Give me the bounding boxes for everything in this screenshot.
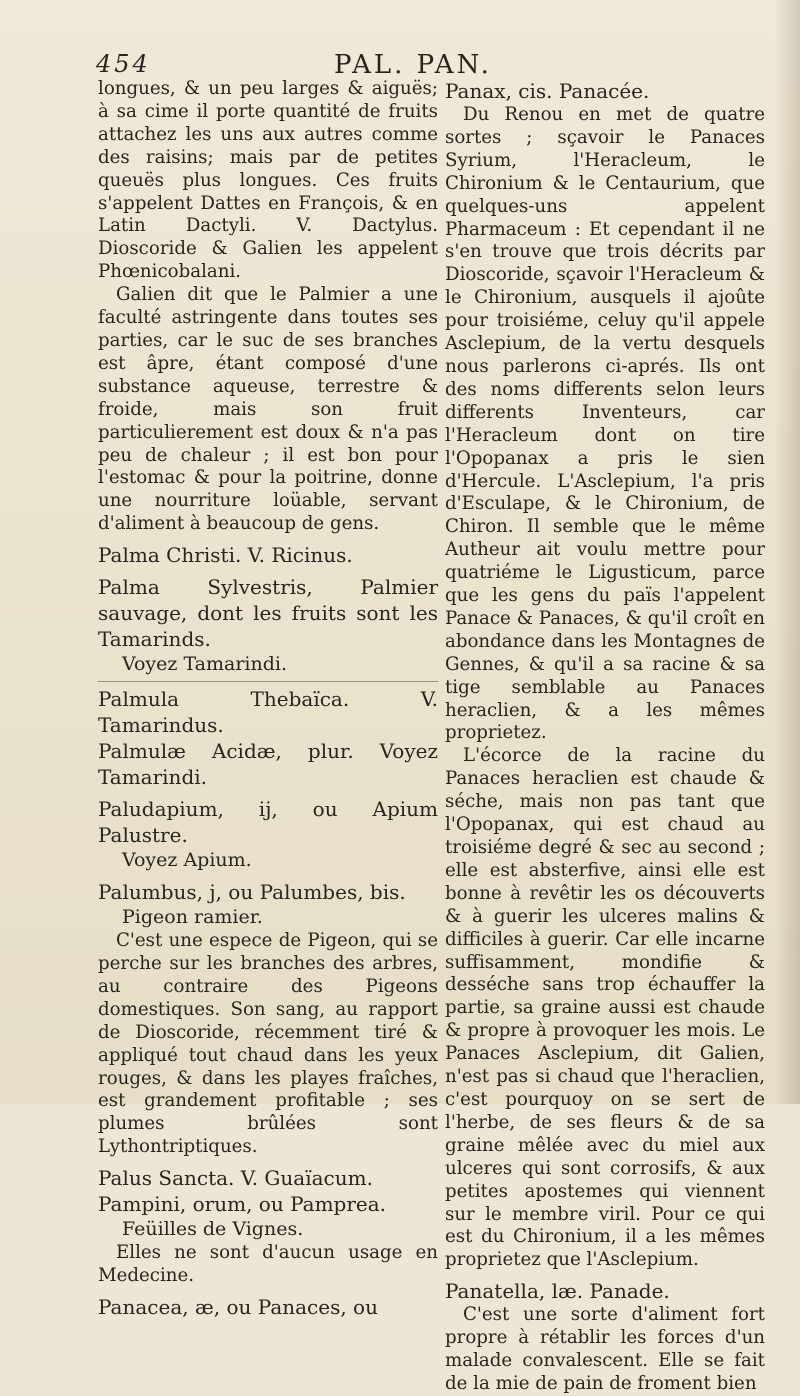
paragraph: Galien dit que le Palmier a une faculté astringente dans toutes ses parties, car le suc de ses branches est âpre, étant composé d'une substance aqueuse, terrestre & froide, mais son fruit particulierement est doux & n'a pas peu de chaleur ; il est bon pour l'estomac & pour la poitrine, donne une nourriture loüable, servant d'aliment à beaucoup de gens. [98, 284, 438, 535]
dictionary-entry: Panacea, æ, ou Panaces, ou [98, 1295, 378, 1319]
dictionary-entry: Palus Sancta. V. Guaïacum. [98, 1166, 373, 1191]
dictionary-entry: Panatella, læ. Panade. [445, 1279, 670, 1304]
divider [98, 681, 438, 682]
paragraph: C'est une sorte d'aliment fort propre à rétablir les forces d'un malade convalescent. Elle se fait de la mie de pain de froment bien [445, 1304, 765, 1394]
running-title: PAL. PAN. [334, 50, 492, 80]
right-column [445, 78, 765, 1396]
dictionary-entry: Paludapium, ij, ou Apium Palustre. [98, 797, 438, 848]
dictionary-entry: Pampini, orum, ou Pamprea. [98, 1192, 387, 1217]
paragraph: C'est une espece de Pigeon, qui se perche sur les branches des arbres, au contraire des Pigeons domestiques. Son sang, au rapport de Dioscoride, récemment tiré & appliqué tout chaud dans les yeux rouges, & dans les playes fraîches, est grandement profitable ; ses plumes brûlées sont Lythontriptiques. [98, 930, 438, 1158]
entry-reference: Voyez Tamarindi. [122, 653, 287, 676]
entry-translation: Pigeon ramier. [122, 906, 263, 929]
dictionary-entry: Palma Christi. V. Ricinus. [98, 543, 353, 568]
dictionary-entry: Palmulæ Acidæ, plur. Voyez Tamarindi. [98, 739, 438, 790]
paragraph: Du Renou en met de quatre sortes ; sçavoir le Panaces Syrium, l'Heracleum, le Chironium & le Centaurium, que quelques-uns appelent Pharmaceum : Et cependant il ne s'en trouve que trois décrits par Dioscoride, sçavoir l'Heracleum & le Chironium, ausquels il ajoûte pour troisiéme, celuy qu'il appele Asclepium, de la vertu desquels nous parlerons ci-aprés. Ils ont des noms differents selon leurs differents Inventeurs, car l'Heracleum dont on tire l'Opopanax a pris le sien d'Hercule. L'Asclepium, l'a pris d'Esculape, & le Chironium, de Chiron. Il semble que le même Autheur ait voulu mettre pour quatriéme le Ligusticum, parce que les gens du païs l'appelent Panace & Panaces, & qu'il croît en abondance dans les Montagnes de Gennes, & qu'il a sa racine & sa tige semblable au Panaces heraclien, & a les mêmes proprietez. [445, 104, 765, 744]
page-number: 454 [96, 50, 151, 78]
paragraph: longues, & un peu larges & aiguës; à sa cime il porte quantité de fruits attachez les uns aux autres comme des raisins; mais par de petites queuës plus longues. Ces fruits s'appelent Dattes en François, & en Latin Dactyli. V. Dactylus. Dioscoride & Galien les appelent Phœnicobalani. [98, 78, 438, 283]
left-column [98, 78, 438, 1320]
paragraph: L'écorce de la racine du Panaces heraclien est chaude & séche, mais non pas tant que l'Opopanax, qui est chaud au troisiéme degré & sec au second ; elle est absterfive, ainsi elle est bonne à revêtir les os découverts & à guerir les ulceres malins & difficiles à guerir. Car elle incarne suffisamment, mondifie & desséche sans trop échauffer la partie, sa graine aussi est chaude & propre à provoquer les mois. Le Panaces Asclepium, dit Galien, n'est pas si chaud que l'heraclien, c'est pourquoy on se sert de l'herbe, de ses fleurs & de sa graine mêlée avec du miel aux ulceres qui sont corrosifs, & aux petites apostemes qui viennent sur le membre viril. Pour ce qui est du Chironium, il a les mêmes proprietez que l'Asclepium. [445, 745, 765, 1271]
page-gutter-shadow [774, 0, 800, 1104]
dictionary-entry: Palmula Thebaïca. V. Tamarindus. [98, 687, 438, 738]
entry-translation: Feüilles de Vignes. [122, 1218, 304, 1241]
paragraph: Elles ne sont d'aucun usage en Medecine. [98, 1242, 438, 1287]
dictionary-entry: Palma Sylvestris, Palmier sauvage, dont les fruits sont les Tamarinds. [98, 575, 438, 652]
entry-reference: Voyez Apium. [122, 849, 252, 872]
dictionary-entry: Panax, cis. Panacée. [445, 79, 650, 103]
dictionary-entry: Palumbus, j, ou Palumbes, bis. [98, 880, 406, 905]
